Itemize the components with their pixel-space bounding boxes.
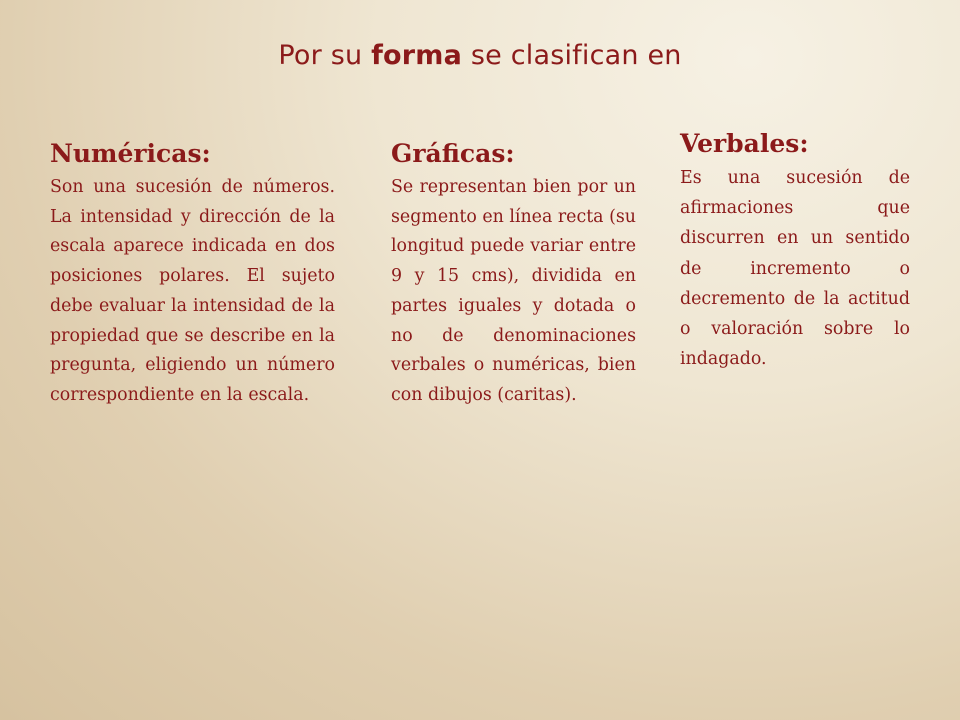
column-text-graficas: Se representan bien por un segmento en línea recta (su longitud puede variar entre 9 y 15 cms), dividida en partes iguales y dotada o no de denominaciones verbales o numéricas, bien con dibujos (caritas). [391,177,636,405]
title-suffix: se clasifican en [462,40,682,71]
slide-title [0,40,960,71]
title-prefix: Por su [278,40,372,71]
column-heading-verbales: Verbales: [680,129,809,158]
column-numericas [50,139,335,411]
column-text-verbales: Es una sucesión de afirmaciones que discurren en un sentido de incremento o decremento de la actitud o valoración sobre lo indagado. [680,168,910,370]
column-graficas [391,139,636,411]
column-heading-graficas: Gráficas: [391,139,515,168]
column-heading-numericas: Numéricas: [50,139,211,168]
column-text-numericas: Son una sucesión de números. La intensidad y dirección de la escala aparece indicada en dos posiciones polares. El sujeto debe evaluar la intensidad de la propiedad que se describe en la pregunta, eligiendo un número correspondiente en la escala. [50,177,335,405]
title-emphasis: forma [371,40,463,71]
column-verbales [680,129,910,374]
